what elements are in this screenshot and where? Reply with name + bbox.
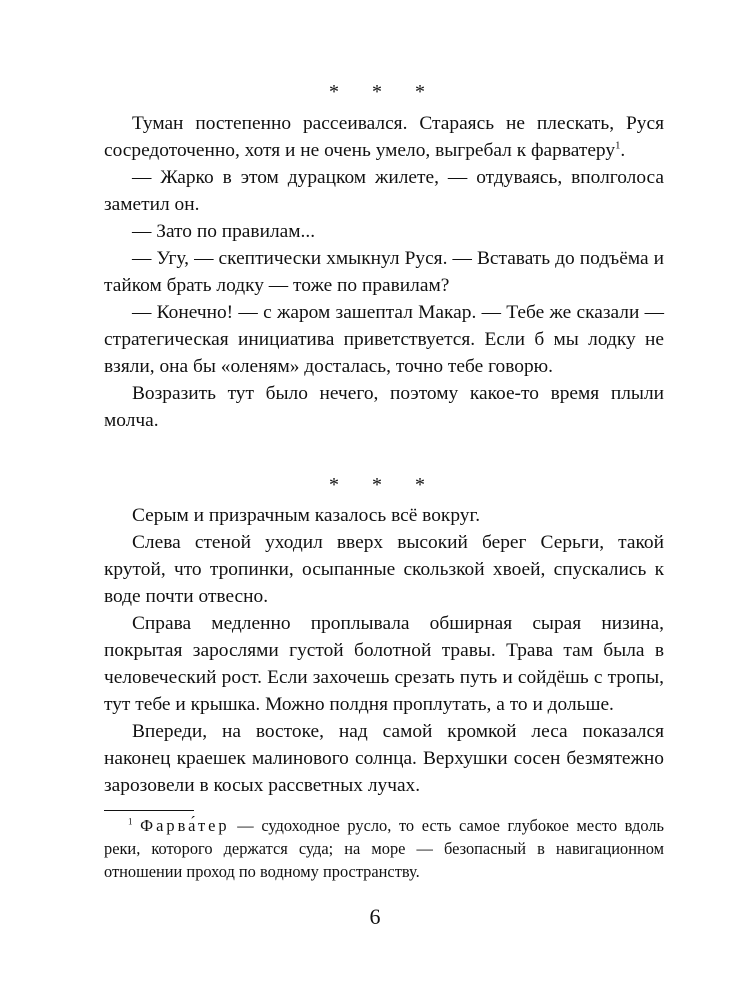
section-break-middle: * * * <box>329 474 439 496</box>
page-number: 6 <box>369 904 381 929</box>
footnote-number: 1 <box>128 816 133 827</box>
paragraph: — Зато по правилам... <box>132 221 316 242</box>
paragraph: Возразить тут было нечего, поэтому какое-то время плыли молча. <box>104 383 664 431</box>
footnote <box>104 814 664 883</box>
footnote-term: Фарва́тер <box>140 816 230 835</box>
paragraph: Слева стеной уходил вверх высокий берег Серьги, такой крутой, что тропинки, осыпанные скользкой хвоей, спускались к воде почти отвесно. <box>104 532 664 607</box>
paragraph: — Конечно! — с жаром зашептал Макар. — Тебе же сказали — стратегическая инициатива приветствуется. Если б мы лодку не взяли, она бы «оленям» досталась, точно тебе говорю. <box>104 302 664 377</box>
paragraph: — Жарко в этом дурацком жилете, — отдуваясь, вполголоса заметил он. <box>104 167 664 215</box>
section-1-text <box>104 110 664 434</box>
paragraph: — Угу, — скептически хмыкнул Руся. — Вставать до подъёма и тайком брать лодку — тоже по правилам? <box>104 248 664 296</box>
paragraph: Туман постепенно рассеивался. Стараясь не плескать, Руся сосредоточенно, хотя и не очень умело, выгребал к фарватеру$^1$. <box>104 113 664 161</box>
section-break-top: * * * <box>329 81 439 103</box>
paragraph: Справа медленно проплывала обширная сырая низина, покрытая зарослями густой болотной травы. Трава там была в человеческий рост. Если захочешь срезать путь и сойдёшь с тропы, тут тебе и крышка. Можно полдня проплутать, а то и дольше. <box>104 613 664 715</box>
section-2-text <box>104 502 664 799</box>
footnote-text: — судоходное русло, то есть самое глубокое место вдоль реки, которого держатся суда; на море — безопасный в навигационном отношении проход по водному пространству. <box>104 816 664 881</box>
footnote-marker[interactable]: 1 <box>615 139 621 152</box>
paragraph: Серым и призрачным казалось всё вокруг. <box>132 505 481 526</box>
footnote-divider <box>104 810 194 811</box>
paragraph: Впереди, на востоке, над самой кромкой леса показался наконец краешек малинового солнца. Верхушки сосен безмятежно зарозовели в косых рассветных лучах. <box>104 721 664 796</box>
